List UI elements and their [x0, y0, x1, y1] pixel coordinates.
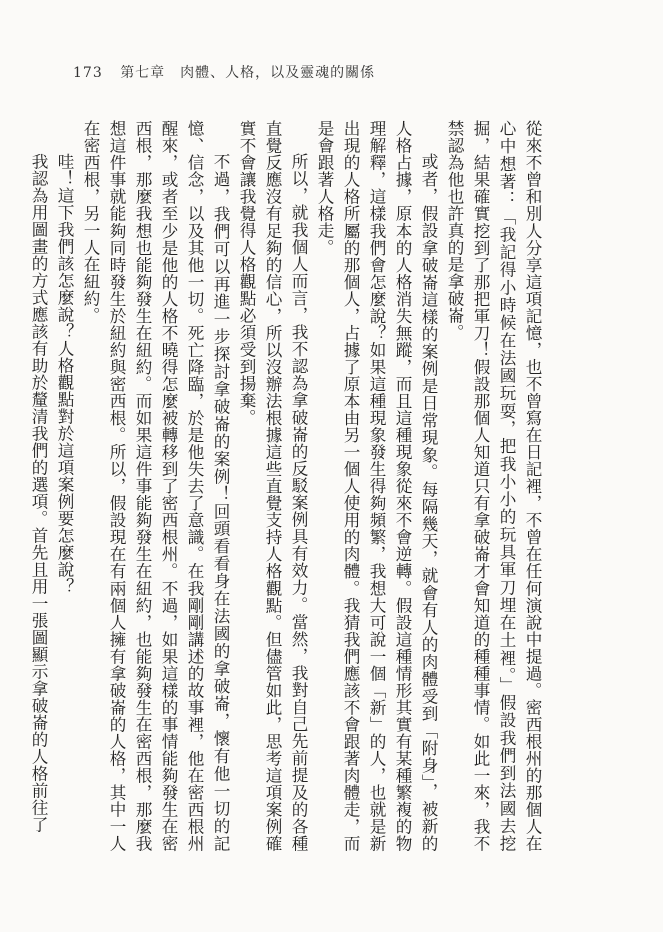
paragraph: 不過，我們可以再進一步探討拿破崙的案例！回頭看看身在法國的拿破崙，懷有他一切的記憶、信念，以及其他一切。死亡降臨，於是他失去了意識。在我剛剛講述的故事裡，他在密西根州醒來，或者至少是他的人格不曉得怎麼被轉移到了密西根州。不過，如果這樣的事情能夠發生在密西根，那麼我想也能夠發生在紐約。而如果這件事能夠發生在紐約，也能夠發生在密西根，那麼我想這件事就能夠同時發生於紐約與密西根。所以，假設現在有兩個人擁有拿破崙的人格，其中一人在密西根，另一人在紐約。	[81, 120, 230, 852]
paragraph: 哇！這下我們該怎麼說？人格觀點對於這項案例要怎麼說？	[55, 153, 74, 596]
body-text	[29, 120, 545, 852]
running-header	[73, 62, 375, 82]
paragraph: 我認為用圖畫的方式應該有助於釐清我們的選項。首先且用一張圖顯示拿破崙的人格前往了	[29, 153, 48, 834]
paragraph: 或者，假設拿破崙這樣的案例是日常現象。每隔幾天，就會有人的肉體受到「附身」，被新的人格占據，原本的人格消失無蹤，而且這種現象從來不會逆轉。假設這種情形其實有某種繁複的物理解釋，這樣我們會怎麼說？如果這種現象發生得夠頻繁，我想大可說一個「新」的人，也就是新出現的人格所屬的那個人，占據了原本由另一個人使用的肉體。我猜我們應該不會跟著肉體走，而是會跟著人格走。	[315, 120, 438, 852]
paragraph: 所以，就我個人而言，我不認為拿破崙的反駁案例具有效力。當然，我對自己先前提及的各種直覺反應沒有足夠的信心，所以沒辦法根據這些直覺支持人格觀點。但儘管如此，思考這項案例確實不會讓我覺得人格觀點必須受到揚棄。	[237, 120, 308, 852]
paragraph: 從來不曾和別人分享這項記憶，也不曾寫在日記裡，不曾在任何演說中提過。密西根州的那個人在心中想著：「我記得小時候在法國玩耍，把我小小的玩具軍刀埋在土裡。」假設我們到法國去挖掘，結果確實挖到了那把軍刀！假設那個人知道只有拿破崙才會知道的種種事情。如此一來，我不禁認為他也許真的是拿破崙。	[445, 120, 542, 852]
chapter-title: 第七章 肉體、人格，以及靈魂的關係	[120, 65, 376, 81]
page-number: 173	[73, 65, 103, 81]
